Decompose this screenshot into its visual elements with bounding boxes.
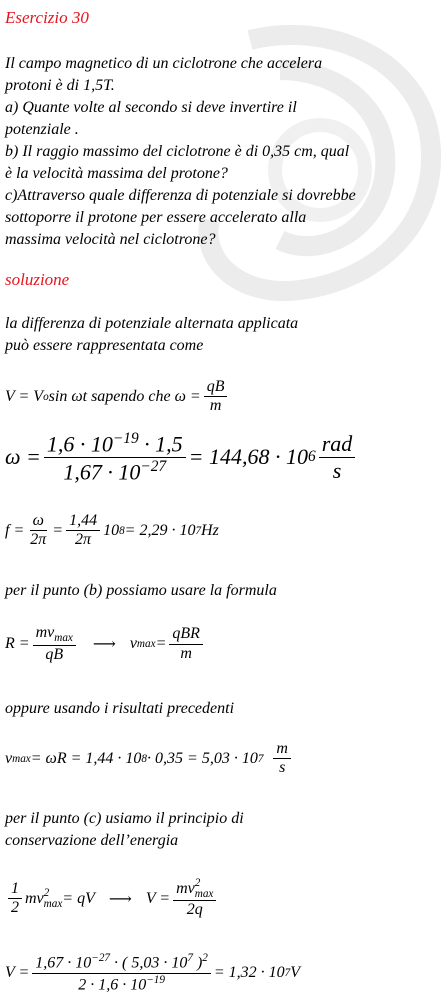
problem-line: potenziale . xyxy=(5,121,79,138)
point-c-text: per il punto (c) usiamo il principio di conservazione dell’energia xyxy=(5,810,244,849)
intro-line: può essere rappresentata come xyxy=(5,337,204,354)
intro-line: la differenza di potenziale alternata applicata xyxy=(5,315,299,332)
problem-line: è la velocità massima del protone? xyxy=(5,165,228,182)
fraction: $\frac{\text{qBR}}{m}$ xyxy=(169,625,203,663)
fraction: $\frac{1,67 \cdot 10^{-27} \cdot ( 5,03 \cdot 10^7 )^2}{2 \cdot 1,6 \cdot 10^{-19}}$ xyxy=(32,952,211,994)
fraction: $\frac{\omega}{2\pi}$ xyxy=(30,512,47,549)
problem-text xyxy=(5,53,356,251)
arrow-icon: ⟶ xyxy=(92,636,116,654)
fraction: $\frac{1,6 \cdot 10^{-19} \cdot 1,5}{1,67 \cdot 10^{-27}}$ xyxy=(44,430,186,484)
problem-line: b) Il raggio massimo del ciclotrone è di 0,35 cm, qual xyxy=(5,143,350,160)
equation-4: R = $\frac{mv_{max}}{qB}$ ⟶ v max = $\frac{\text{qBR}}{m}$ xyxy=(5,624,206,664)
alt-text: oppure usando i risultati precedenti xyxy=(5,700,235,717)
equation-6: $\frac{1}{2}$ mv 2 max = qV ⟶ V = mv 2 max 2q xyxy=(5,878,219,920)
problem-line: c)Attraverso quale differenza di potenziale si dovrebbe xyxy=(5,187,356,204)
equation-1: V = V o sin ωt sapendo che ω = $\frac{qB}{m}$ xyxy=(5,378,230,416)
problem-line: a) Quante volte al secondo si deve invertire il xyxy=(5,99,297,116)
equation-7: V = $\frac{1,67 \cdot 10^{-27} \cdot ( 5,03 \cdot 10^7 )^2}{2 \cdot 1,6 \cdot 10^{-19}}$ = 1,32 · 10 7 V xyxy=(5,952,301,994)
arrow-icon: ⟶ xyxy=(108,890,132,908)
page-title: Esercizio 30 xyxy=(5,8,89,27)
problem-line: massima velocità nel ciclotrone? xyxy=(5,231,216,248)
problem-line: sottoporre il protone per essere accelerato alla xyxy=(5,209,307,226)
equation-5: v max = ωR = 1,44 · 10 8 · 0,35 = 5,03 · 10 7 $\frac{m}{s}$ xyxy=(5,740,294,778)
fraction: mv 2 max 2q xyxy=(173,878,216,920)
fraction: $\frac{1,44}{2\pi}$ xyxy=(66,512,100,550)
problem-line: Il campo magnetico di un ciclotrone che accelera xyxy=(5,55,323,72)
unit-fraction: $\frac{m}{s}$ xyxy=(273,740,291,778)
solution-heading: soluzione xyxy=(5,270,70,289)
solution-intro xyxy=(5,313,298,357)
problem-line: protoni è di 1,5T. xyxy=(5,77,115,94)
equation-3: f = $\frac{\omega}{2\pi}$ = $\frac{1,44}{2\pi}$ 10 8 = 2,29 · 10 7 Hz xyxy=(5,512,219,549)
unit-fraction: $\frac{\text{rad}}{s}$ xyxy=(319,431,356,483)
fraction: $\frac{1}{2}$ xyxy=(8,880,22,918)
fraction: $\frac{qB}{m}$ xyxy=(204,378,228,416)
fraction: $\frac{mv_{max}}{qB}$ xyxy=(33,624,76,664)
point-b-text: per il punto (b) possiamo usare la formula xyxy=(5,582,277,599)
equation-2: ω = $\frac{1,6 \cdot 10^{-19} \cdot 1,5}{1,67 \cdot 10^{-27}}$ = 144,68 · 10 6 $\frac{\text{rad}}{s}$ xyxy=(5,430,358,484)
